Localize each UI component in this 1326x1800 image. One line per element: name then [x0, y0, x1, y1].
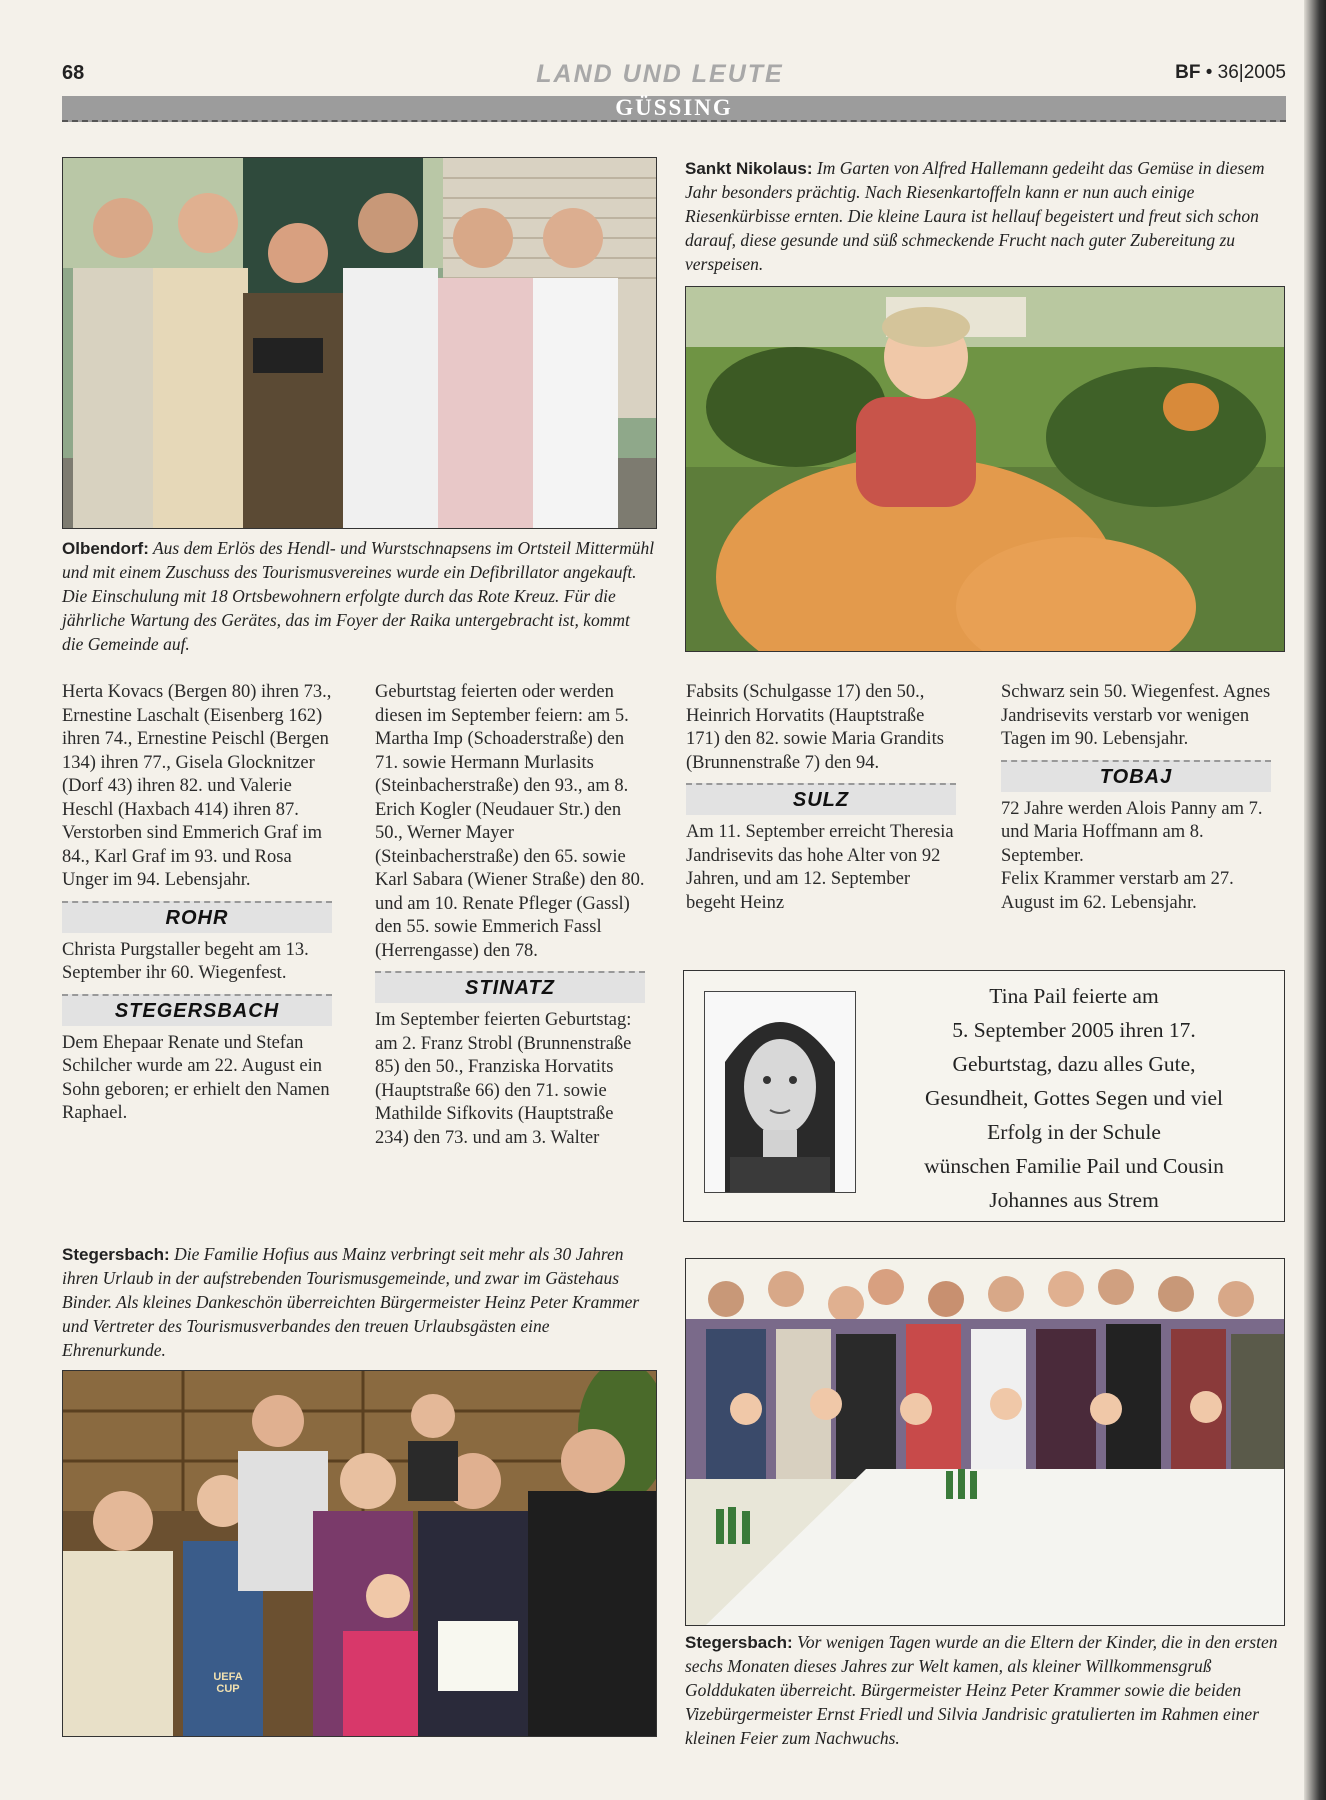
shirt-print-text: UEFA CUP	[213, 1671, 243, 1695]
text-column-2	[375, 681, 645, 1150]
rohr-text: Christa Purgstaller begeht am 13. September ihr 60. Wiegenfest.	[62, 939, 309, 983]
caption-stegersbach-family	[62, 1242, 655, 1362]
birthdays-list-4: Schwarz sein 50. Wiegenfest. Agnes Jandrisevits verstarb vor wenigen Tagen im 90. Lebensjahr.	[1001, 682, 1271, 749]
text-column-3	[686, 681, 956, 915]
birthday-line: Johannes aus Strem	[989, 1188, 1159, 1212]
photo-girl-pumpkin	[685, 286, 1285, 652]
heading-rohr: ROHR	[62, 901, 332, 933]
sulz-text: Am 11. September erreicht Theresia Jandrisevits das hohe Alter von 92 Jahren, und am 12. September begeht Heinz	[686, 822, 954, 913]
birthday-line: Gesundheit, Gottes Segen und viel	[925, 1086, 1223, 1110]
publication-name: BF	[1175, 62, 1201, 83]
caption-text: Die Familie Hofius aus Mainz verbringt seit mehr als 30 Jahren ihren Urlaub in der aufstrebenden Tourismusgemeinde, und zwar im Gästehaus Binder. Als kleines Dankeschön überreichten Bürgermeister Heinz Peter Krammer und Vertreter des Tourismusverbandes den treuen Urlaubsgästen eine Ehrenurkunde.	[62, 1244, 640, 1360]
page-number: 68	[62, 62, 85, 84]
region-bar	[62, 96, 1286, 122]
stegersbach-text: Dem Ehepaar Renate und Stefan Schilcher wurde am 22. August ein Sohn geboren; er erhielt den Namen Raphael.	[62, 1032, 330, 1123]
stinatz-text: Im September feierten Geburtstag: am 2. Franz Strobl (Brunnenstraße 85) den 50., Franziska Horvatits (Hauptstraße 66) den 71. sowie Mathilde Sifkovits (Hauptstraße 234) den 73. und am 3. Walter	[375, 1010, 632, 1148]
caption-place: Olbendorf:	[62, 539, 149, 558]
birthday-line: Tina Pail feierte am	[989, 984, 1159, 1008]
caption-place: Sankt Nikolaus:	[685, 159, 813, 178]
region-title: GÜSSING	[615, 95, 733, 120]
tobaj-death: Felix Krammer verstarb am 27. August im 62. Lebensjahr.	[1001, 869, 1234, 913]
caption-place: Stegersbach:	[685, 1633, 793, 1652]
births-list-1: Herta Kovacs (Bergen 80) ihren 73., Ernestine Laschalt (Eisenberg 162) ihren 74., Ernestine Peischl (Bergen 134) ihren 77., Gisela Glocknitzer (Dorf 43) ihren 82. und Valerie Heschl (Haxbach 414) ihren 87.	[62, 682, 332, 820]
birthday-message	[874, 979, 1274, 1217]
issue-separator: •	[1205, 62, 1218, 83]
birthday-line: 5. September 2005 ihren 17.	[952, 1018, 1196, 1042]
portrait-photo	[704, 991, 856, 1193]
birthday-line: Geburtstag, dazu alles Gute,	[952, 1052, 1196, 1076]
issue-number: 36|2005	[1217, 62, 1286, 83]
deaths-notice-1: Verstorben sind Emmerich Graf im 84., Karl Graf im 93. und Rosa Unger im 94. Lebensjahr.	[62, 823, 322, 890]
birthdays-list-2: Geburtstag feierten oder werden diesen im September feiern: am 5. Martha Imp (Schoaderstraße) den 71. sowie Hermann Murlasits (Steinbacherstraße) den 93., am 8. Erich Kogler (Neudauer Str.) den 50., Werner Mayer (Steinbacherstraße) den 65. sowie Karl Sabara (Wiener Straße) den 80. und am 10. Renate Pfleger (Gassl) den 55. sowie Emmerich Fassl (Herrengasse) den 78.	[375, 682, 645, 961]
birthday-announcement-box	[683, 970, 1285, 1222]
caption-text: Aus dem Erlös des Hendl- und Wurstschnapsens im Ortsteil Mittermühl und mit einem Zuschuss des Tourismusvereines wurde ein Defibrillator angekauft. Die Einschulung mit 18 Ortsbewohnern erfolgte durch das Rote Kreuz. Für die jährliche Wartung des Gerätes, das im Foyer der Raika untergebracht ist, kommt die Gemeinde auf.	[62, 538, 655, 654]
text-column-1	[62, 681, 332, 1126]
tobaj-text: 72 Jahre werden Alois Panny am 7. und Maria Hoffmann am 8. September.	[1001, 798, 1263, 866]
issue-label	[1175, 62, 1286, 84]
photo-olbendorf-group	[62, 157, 657, 529]
photo-hofius-family	[62, 1370, 657, 1737]
photo-babies-reception	[685, 1258, 1285, 1626]
caption-place: Stegersbach:	[62, 1245, 170, 1264]
caption-stegersbach-babies	[685, 1630, 1283, 1750]
heading-sulz: SULZ	[686, 783, 956, 815]
caption-sankt-nikolaus	[685, 156, 1283, 276]
text-column-4	[1001, 681, 1271, 915]
heading-tobaj: TOBAJ	[1001, 760, 1271, 792]
section-title: LAND UND LEUTE	[536, 60, 784, 88]
caption-text: Vor wenigen Tagen wurde an die Eltern der Kinder, die in den ersten sechs Monaten dieses Jahres zur Welt kamen, als kleiner Willkommensgruß Golddukaten überreicht. Bürgermeister Heinz Peter Krammer sowie die beiden Vizebürgermeister Ernst Friedl und Silvia Jandrisic gratulierten im Rahmen einer kleinen Feier zum Nachwuchs.	[685, 1632, 1278, 1748]
page-spine-shadow	[1304, 0, 1326, 1800]
caption-olbendorf	[62, 536, 655, 656]
heading-stinatz: STINATZ	[375, 971, 645, 1003]
birthday-line: Erfolg in der Schule	[987, 1120, 1161, 1144]
caption-text: Im Garten von Alfred Hallemann gedeiht das Gemüse in diesem Jahr besonders prächtig. Nach Riesenkartoffeln kann er nun auch einige Riesenkürbisse ernten. Die kleine Laura ist hellauf begeistert und freut sich schon darauf, diese gesunde und süß schmeckende Frucht nach guter Zubereitung zu verspeisen.	[685, 158, 1265, 274]
heading-stegersbach: STEGERSBACH	[62, 994, 332, 1026]
birthdays-list-3: Fabsits (Schulgasse 17) den 50., Heinrich Horvatits (Hauptstraße 171) den 82. sowie Maria Grandits (Brunnenstraße 7) den 94.	[686, 682, 944, 773]
birthday-line: wünschen Familie Pail und Cousin	[924, 1154, 1224, 1178]
